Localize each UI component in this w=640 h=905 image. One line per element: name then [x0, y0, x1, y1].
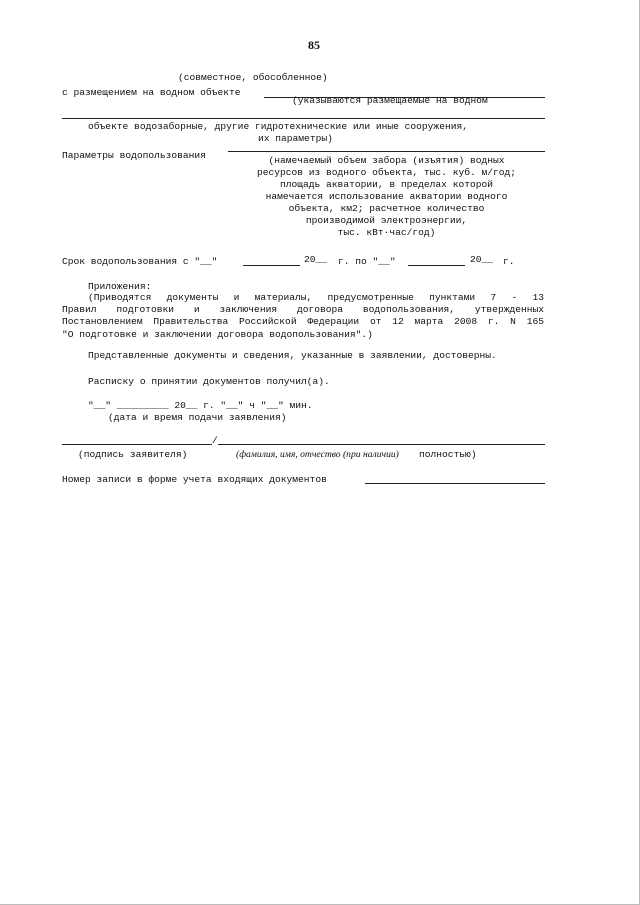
term-month-line-1 [243, 265, 300, 266]
appendix-line-4: "О подготовке и заключении договора водопользования".) [62, 329, 373, 340]
signature-hint: (подпись заявителя) [78, 449, 188, 460]
placement-hint2-line1: (указываются размещаемые на водном [292, 95, 488, 106]
reliability-statement: Представленные документы и сведения, указанные в заявлении, достоверны. [88, 350, 497, 361]
page-number: 85 [308, 38, 320, 52]
record-number-line [365, 483, 545, 484]
receipt-statement: Расписку о принятии документов получил(а). [88, 376, 330, 387]
parameters-hint-7: тыс. кВт·час/год) [337, 227, 436, 238]
parameters-label: Параметры водопользования [62, 150, 206, 161]
parameters-hint-2: ресурсов из водного объекта, тыс. куб. м/год; [256, 167, 517, 178]
datetime-hint: (дата и время подачи заявления) [108, 412, 287, 423]
signature-slash: / [212, 435, 218, 446]
appendix-title: Приложения: [88, 281, 152, 292]
parameters-hint-1: (намечаемый объем забора (изъятия) водных [268, 155, 505, 166]
full-name-line [218, 444, 545, 445]
term-g: г. [503, 256, 515, 267]
record-number-label: Номер записи в форме учета входящих документов [62, 474, 327, 485]
term-year-1: 20__ [304, 254, 328, 265]
signature-line [62, 444, 212, 445]
placement-label: с размещением на водном объекте [62, 87, 241, 98]
datetime-line: "__" _________ 20__ г. "__" ч "__" мин. [88, 400, 313, 411]
parameters-hint-3: площадь акватории, в пределах которой [279, 179, 494, 190]
full-name-hint-rest: полностью) [419, 449, 477, 460]
parameters-field-line [228, 151, 545, 152]
placement-field-line-2 [62, 118, 545, 119]
placement-hint: (совместное, обособленное) [178, 72, 328, 83]
appendix-line-2: Правил подготовки и заключения договора водопользования, утвержденных [62, 304, 544, 315]
appendix-line-3: Постановлением Правительства Российской Федерации от 12 марта 2008 г. N 165 [62, 316, 544, 327]
parameters-hint-5: объекта, км2; расчетное количество [288, 203, 485, 214]
placement-hint2-line3: их параметры) [258, 133, 333, 144]
full-name-hint-italic: (фамилия, имя, отчество (при наличии) [236, 449, 399, 460]
term-year-2: 20__ [470, 254, 494, 265]
appendix-line-1: (Приводятся документы и материалы, предусмотренные пунктами 7 - 13 [88, 292, 544, 303]
parameters-hint-6: производимой электроэнергии, [305, 215, 468, 226]
term-start: Срок водопользования с "__" [62, 256, 218, 267]
placement-hint2-line2: объекте водозаборные, другие гидротехнические или иные сооружения, [88, 121, 468, 132]
term-month-line-2 [408, 265, 465, 266]
parameters-hint-4: намечается использование акватории водного [265, 191, 508, 202]
term-to: г. по "__" [338, 256, 396, 267]
